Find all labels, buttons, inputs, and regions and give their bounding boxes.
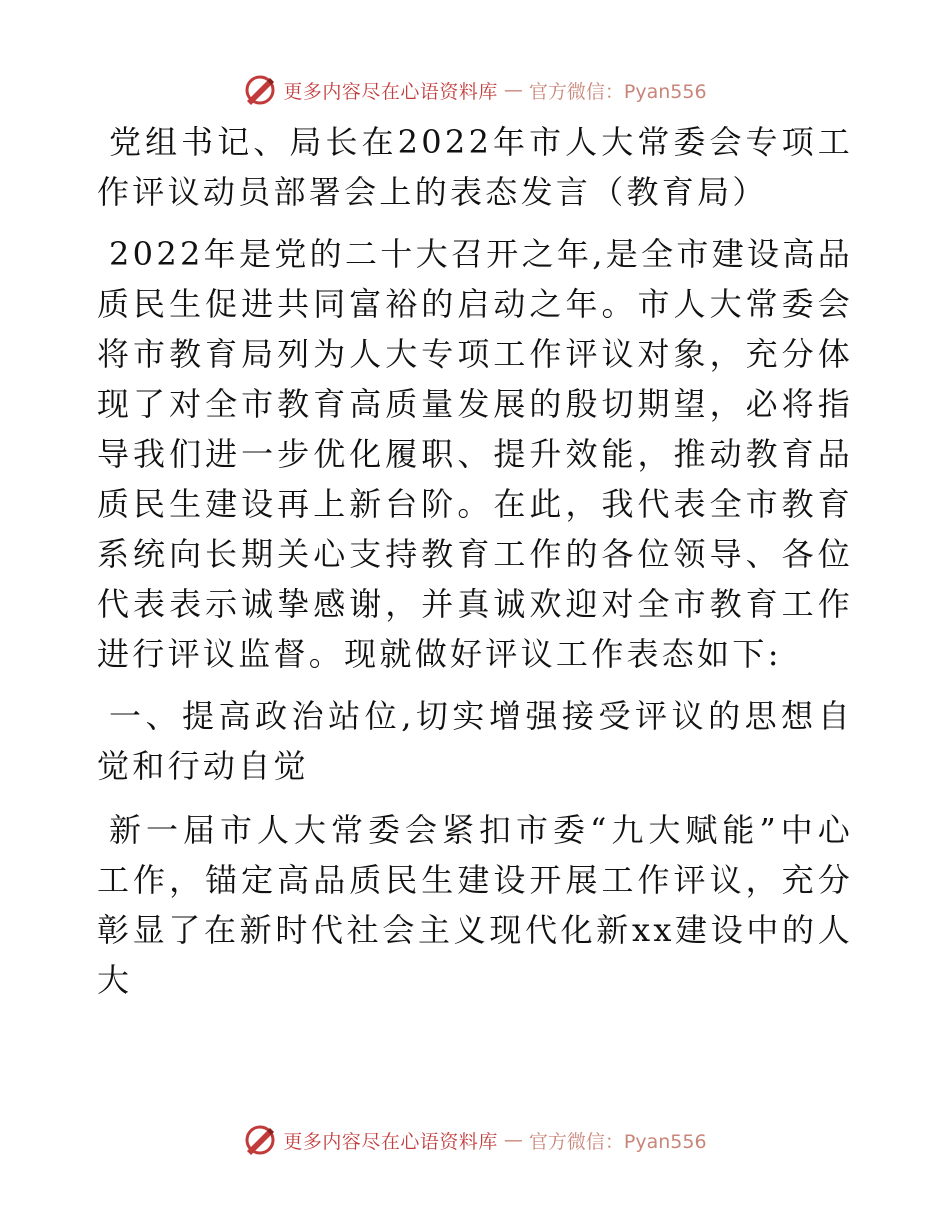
paragraph-intro: 2022年是党的二十大召开之年,是全市建设高品质民生促进共同富裕的启动之年。市人大常委会将市教育局列为人大专项工作评议对象，充分体现了对全市教育高质量发展的殷切期望，必将指导我们进一步优化履职、提升效能，推动教育品质民生建设再上新台阶。在此，我代表全市教育系统向长期关心支持教育工作的各位领导、各位代表表示诚挚感谢，并真诚欢迎对全市教育工作进行评议监督。现就做好评议工作表态如下: [97,235,853,673]
watermark-header [0,70,950,110]
watermark-separator: — [503,1129,523,1151]
watermark-text: 更多内容尽在心语资料库 [283,80,498,103]
watermark-wechat: 官方微信：Pyan556 [528,80,707,103]
document-title: 党组书记、局长在2022年市人大常委会专项工作评议动员部署会上的表态发言（教育局） [97,123,853,211]
watermark-wechat: 官方微信：Pyan556 [528,1130,707,1153]
watermark-separator: — [503,79,523,101]
document-body [97,117,853,1005]
pen-circle-logo-icon [243,1123,277,1157]
pen-circle-logo-icon [243,73,277,107]
watermark-footer [0,1120,950,1160]
watermark-text: 更多内容尽在心语资料库 [283,1130,498,1153]
paragraph-section-1: 新一届市人大常委会紧扣市委“九大赋能”中心工作，锚定高品质民生建设开展工作评议，充分彰显了在新时代社会主义现代化新xx建设中的人大 [97,811,853,999]
section-heading-1: 一、提高政治站位,切实增强接受评议的思想自觉和行动自觉 [97,697,853,785]
